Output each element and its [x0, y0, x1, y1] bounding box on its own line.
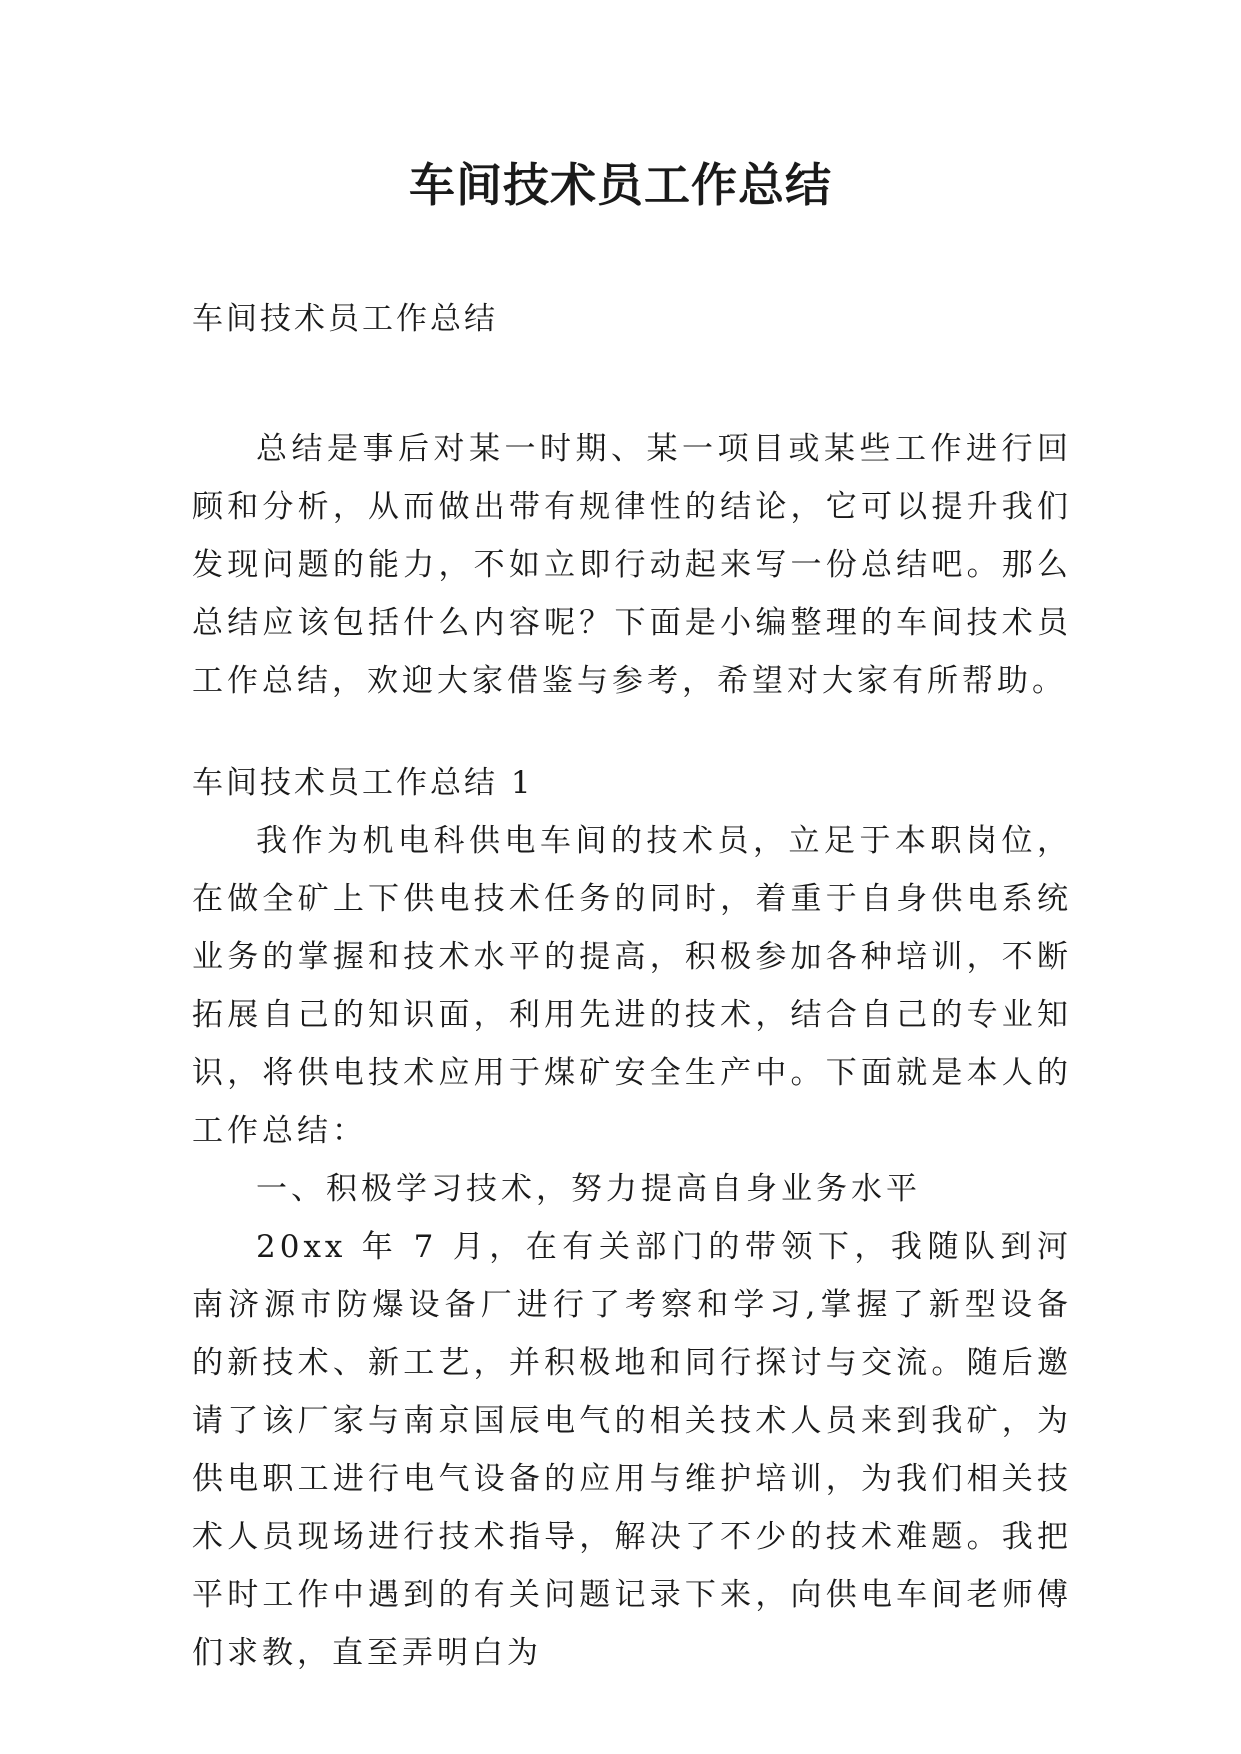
spacer: [192, 348, 1072, 420]
document-subtitle: 车间技术员工作总结: [192, 301, 498, 337]
section-heading: 一、积极学习技术，努力提高自身业务水平: [256, 1171, 921, 1207]
section-title: 车间技术员工作总结 1: [192, 765, 534, 801]
section-paragraph: 20xx 年 7 月，在有关部门的带领下，我随队到河南济源市防爆设备厂进行了考察和学习,掌握了新型设备的新技术、新工艺，并积极地和同行探讨与交流。随后邀请了该厂家与南京国辰电气的相关技术人员来到我矿，为供电职工进行电气设备的应用与维护培训，为我们相关技术人员现场进行技术指导，解决了不少的技术难题。我把平时工作中遇到的有关问题记录下来，向供电车间老师傅们求教，直至弄明白为: [192, 1229, 1072, 1671]
spacer: [192, 710, 1072, 754]
section-paragraph: 我作为机电科供电车间的技术员，立足于本职岗位，在做全矿上下供电技术任务的同时，着重于自身供电系统业务的掌握和技术水平的提高，积极参加各种培训，不断拓展自己的知识面，利用先进的技术，结合自己的专业知识，将供电技术应用于煤矿安全生产中。下面就是本人的工作总结：: [192, 823, 1072, 1149]
document-body: [192, 290, 1072, 1682]
document-title: 车间技术员工作总结: [409, 158, 832, 212]
intro-paragraph: 总结是事后对某一时期、某一项目或某些工作进行回顾和分析，从而做出带有规律性的结论，它可以提升我们发现问题的能力，不如立即行动起来写一份总结吧。那么总结应该包括什么内容呢？下面是小编整理的车间技术员工作总结，欢迎大家借鉴与参考，希望对大家有所帮助。: [192, 431, 1072, 699]
